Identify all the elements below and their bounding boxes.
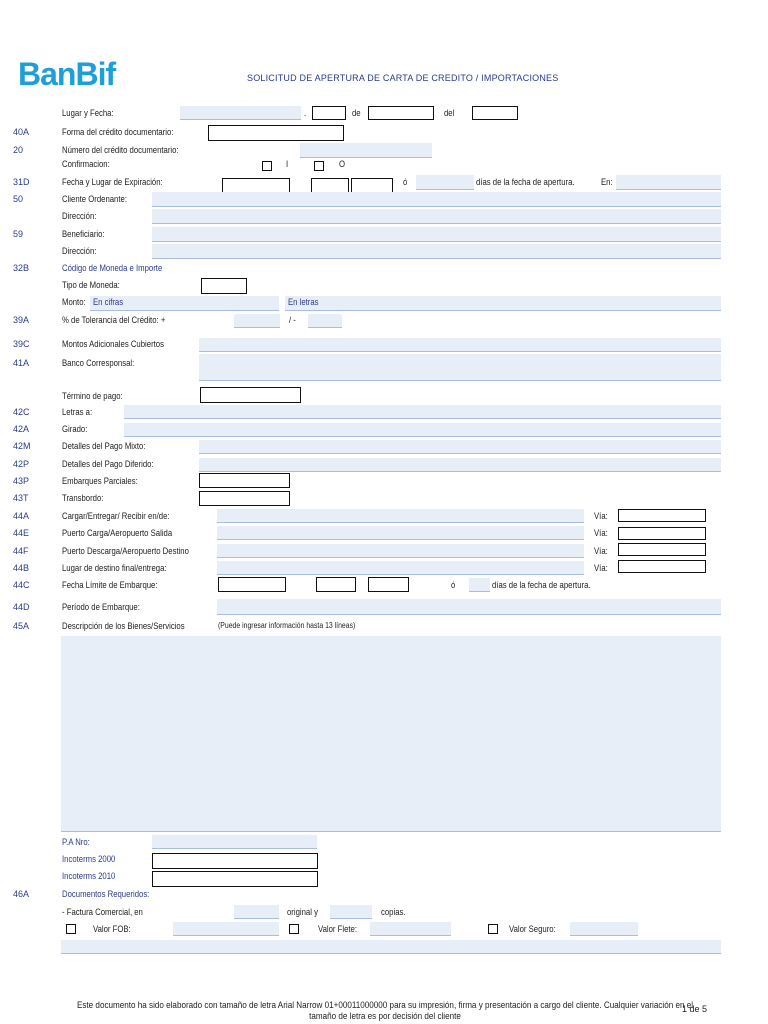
direccion-beneficiario-input[interactable] [152, 244, 721, 259]
tolerancia-menos-input[interactable] [308, 314, 342, 328]
label-via-3: Vía: [594, 546, 608, 556]
banbif-logo: BanBif [18, 56, 116, 92]
label-montos-adic: Montos Adicionales Cubiertos [62, 339, 164, 349]
montos-adicionales-input[interactable] [199, 338, 721, 352]
code-40a: 40A [13, 127, 30, 137]
code-42m: 42M [13, 441, 31, 451]
lugar-expiracion-input[interactable] [616, 175, 721, 190]
valor-seguro-checkbox[interactable] [488, 924, 498, 934]
code-44c: 44C [13, 580, 30, 590]
cargar-entregar-input[interactable] [217, 509, 584, 523]
factura-original-input[interactable] [234, 905, 279, 919]
label-numero: Número del crédito documentario: [62, 145, 179, 155]
label-dias-apertura: días de la fecha de apertura. [476, 177, 575, 187]
label-tolerancia: % de Tolerancia del Crédito: + [62, 315, 166, 325]
code-44e: 44E [13, 528, 30, 538]
year-input[interactable] [472, 106, 518, 120]
placeholder-en-letras: En letras [288, 297, 319, 307]
label-via-2: Vía: [594, 528, 608, 538]
cliente-ordenante-input[interactable] [152, 192, 721, 207]
via-destino-input[interactable] [618, 543, 706, 556]
code-39c: 39C [13, 339, 30, 349]
dias-apertura-input[interactable] [416, 175, 474, 190]
code-44b: 44B [13, 563, 30, 573]
label-puede-ingresar: (Puede ingresar información hasta 13 líneas) [218, 621, 356, 630]
label-lugar-destino: Lugar de destino final/entrega: [62, 563, 167, 573]
forma-credito-input[interactable] [208, 125, 344, 141]
code-43p: 43P [13, 476, 30, 486]
via-lugar-destino-input[interactable] [618, 560, 706, 573]
code-50: 50 [13, 194, 24, 204]
label-factura: - Factura Comercial, en [62, 907, 143, 917]
label-transbordo: Transbordo: [62, 493, 104, 503]
label-pa-nro: P.A Nro: [62, 837, 90, 847]
label-emb-parciales: Embarques Parciales: [62, 476, 138, 486]
descripcion-bienes-textarea[interactable] [61, 636, 721, 832]
periodo-embarque-input[interactable] [217, 599, 721, 615]
label-cliente: Cliente Ordenante: [62, 194, 127, 204]
label-fecha-exp: Fecha y Lugar de Expiración: [62, 177, 163, 187]
label-en: En: [601, 177, 613, 187]
month-input[interactable] [368, 106, 434, 120]
label-direccion-2: Dirección: [62, 246, 97, 256]
label-codigo-moneda: Código de Moneda e Importe [62, 263, 163, 273]
label-descripcion: Descripción de los Bienes/Servicios [62, 621, 185, 631]
label-dot: . [304, 108, 307, 118]
label-o-1: ó [403, 177, 408, 187]
day-input[interactable] [312, 106, 346, 120]
label-original-y: original y [287, 907, 318, 917]
direccion-cliente-input[interactable] [152, 209, 721, 224]
fecha-limite-anio-input[interactable] [368, 577, 409, 592]
label-det-diferido: Detalles del Pago Diferido: [62, 459, 154, 469]
label-incoterms-2000: Incoterms 2000 [62, 854, 116, 864]
code-42c: 42C [13, 407, 30, 417]
puerto-salida-input[interactable] [217, 526, 584, 540]
valor-flete-checkbox[interactable] [289, 924, 299, 934]
label-fecha-limite: Fecha Límite de Embarque: [62, 580, 158, 590]
termino-pago-input[interactable] [200, 387, 301, 403]
label-lugar-fecha: Lugar y Fecha: [62, 108, 114, 118]
transbordo-input[interactable] [199, 491, 290, 506]
page-indicator: 1 de 5 [682, 1004, 708, 1014]
code-42p: 42P [13, 459, 30, 469]
label-conf-i: I [286, 159, 289, 169]
label-puerto-destino: Puerto Descarga/Aeropuerto Destino [62, 546, 189, 556]
lugar-fecha-input[interactable] [180, 106, 301, 120]
label-beneficiario: Beneficiario: [62, 229, 105, 239]
valor-flete-input[interactable] [370, 922, 451, 936]
label-incoterms-2010: Incoterms 2010 [62, 871, 116, 881]
via-salida-input[interactable] [618, 527, 706, 540]
expiracion-anio-input[interactable] [351, 178, 393, 193]
code-20: 20 [13, 145, 24, 155]
puerto-destino-input[interactable] [217, 544, 584, 558]
pa-nro-input[interactable] [152, 835, 317, 849]
form-title: SOLICITUD DE APERTURA DE CARTA DE CREDITO / IMPORTACIONES [247, 73, 559, 83]
label-termino-pago: Término de pago: [62, 391, 123, 401]
label-girado: Girado: [62, 424, 88, 434]
monto-letras-input[interactable] [285, 296, 721, 311]
footer-line-1: Este documento ha sido elaborado con tamaño de letra Arial Narrow 01+00011000000 para su impresión, firma y presentación a cargo del cliente. Cualquier variación en el [76, 1000, 694, 1010]
valor-fob-input[interactable] [173, 922, 279, 936]
confirmacion-checkbox-o[interactable] [314, 161, 324, 171]
label-direccion-1: Dirección: [62, 211, 97, 221]
label-puerto-salida: Puerto Carga/Aeropuerto Salida [62, 528, 173, 538]
expiracion-mes-input[interactable] [311, 178, 349, 193]
girado-input[interactable] [124, 423, 721, 437]
code-59: 59 [13, 229, 24, 239]
label-forma: Forma del crédito documentario: [62, 127, 174, 137]
code-41a: 41A [13, 358, 30, 368]
tipo-moneda-input[interactable] [201, 278, 247, 294]
label-copias: copias. [381, 907, 406, 917]
label-valor-flete: Valor Flete: [318, 924, 358, 934]
label-dias-apertura-2: días de la fecha de apertura. [492, 580, 591, 590]
pago-diferido-input[interactable] [199, 458, 721, 472]
label-valor-seguro: Valor Seguro: [509, 924, 556, 934]
incoterms-2010-input[interactable] [152, 871, 318, 887]
label-periodo: Período de Embarque: [62, 602, 140, 612]
beneficiario-input[interactable] [152, 227, 721, 242]
label-det-mixto: Detalles del Pago Mixto: [62, 441, 146, 451]
label-via-4: Vía: [594, 563, 608, 573]
pago-mixto-input[interactable] [199, 440, 721, 454]
code-39a: 39A [13, 315, 30, 325]
code-44f: 44F [13, 546, 29, 556]
label-banco-corresp: Banco Corresponsal: [62, 358, 135, 368]
numero-credito-input[interactable] [300, 143, 432, 158]
label-conf-o: O [339, 159, 346, 169]
dias-embarque-input[interactable] [469, 578, 490, 592]
expiracion-fecha-input[interactable] [222, 178, 290, 193]
label-letras-a: Letras a: [62, 407, 93, 417]
incoterms-2000-input[interactable] [152, 853, 318, 869]
code-44d: 44D [13, 602, 30, 612]
label-del: del [444, 108, 455, 118]
banco-corresponsal-input[interactable] [199, 354, 721, 381]
tolerancia-mas-input[interactable] [234, 314, 280, 328]
confirmacion-checkbox-i[interactable] [262, 161, 272, 171]
code-43t: 43T [13, 493, 29, 503]
label-slash: / - [289, 315, 296, 325]
via-cargar-input[interactable] [618, 509, 706, 522]
valor-fob-checkbox[interactable] [66, 924, 76, 934]
code-45a: 45A [13, 621, 30, 631]
placeholder-en-cifras: En cifras [93, 297, 124, 307]
label-tipo-moneda: Tipo de Moneda: [62, 280, 120, 290]
embarques-parciales-input[interactable] [199, 473, 290, 488]
fecha-limite-dia-input[interactable] [218, 577, 286, 592]
code-44a: 44A [13, 511, 30, 521]
footer-note [75, 1000, 696, 1022]
letras-a-input[interactable] [124, 405, 721, 419]
fecha-limite-mes-input[interactable] [316, 577, 356, 592]
code-46a: 46A [13, 889, 30, 899]
label-monto: Monto: [62, 297, 86, 307]
label-confirmacion: Confirmacion: [62, 159, 110, 169]
code-42a: 42A [13, 424, 30, 434]
label-o-2: ó [451, 580, 456, 590]
monto-cifras-input[interactable] [90, 296, 279, 311]
code-32b: 32B [13, 263, 30, 273]
documentos-extra-input[interactable] [61, 940, 721, 954]
label-via-1: Vía: [594, 511, 608, 521]
lugar-destino-input[interactable] [217, 561, 584, 575]
label-de: de [352, 108, 361, 118]
footer-line-2: tamaño de letra es por decisión del cliente [309, 1011, 461, 1021]
label-documentos: Documentos Requeridos: [62, 889, 150, 899]
label-cargar: Cargar/Entregar/ Recibir en/de: [62, 511, 170, 521]
label-valor-fob: Valor FOB: [93, 924, 131, 934]
code-31d: 31D [13, 177, 30, 187]
factura-copias-input[interactable] [330, 905, 372, 919]
valor-seguro-input[interactable] [570, 922, 638, 936]
